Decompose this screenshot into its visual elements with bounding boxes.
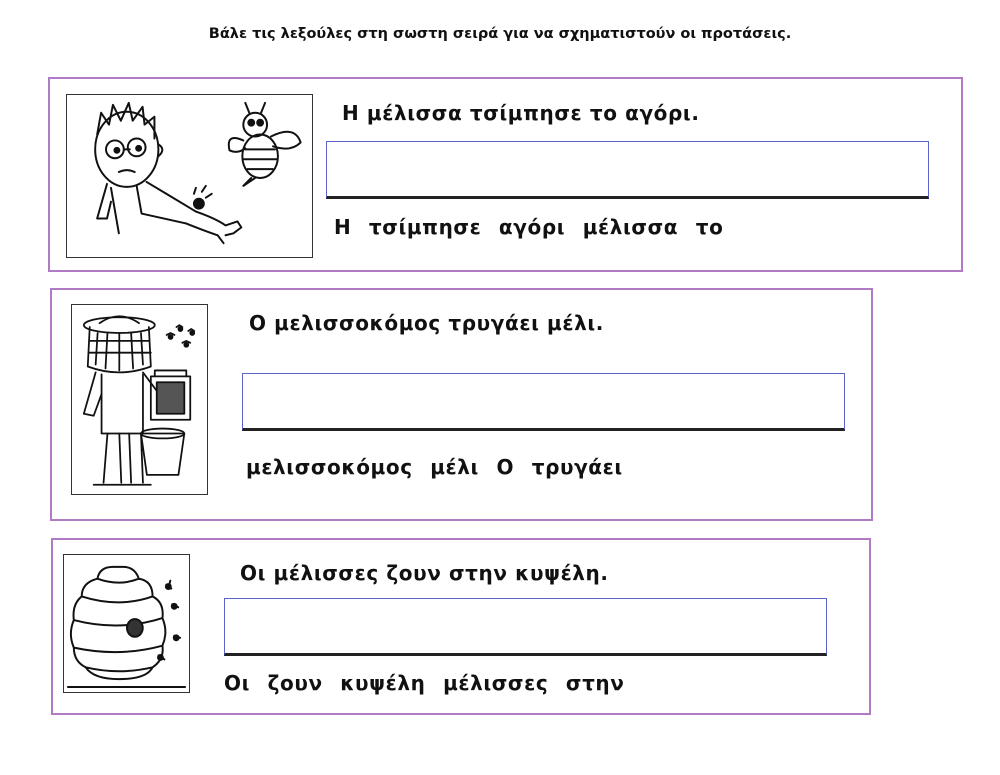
- word-tile[interactable]: μελισσοκόμος: [246, 455, 413, 479]
- instruction: Βάλε τις λεξούλες στη σωστη σειρά για να σχηματιστούν οι προτάσεις.: [208, 26, 792, 42]
- sentence-2: Ο μελισσοκόμος τρυγάει μέλι.: [249, 311, 604, 335]
- answer-input-2[interactable]: [242, 373, 845, 431]
- word-tile[interactable]: μέλισσα: [582, 215, 679, 239]
- word-tile[interactable]: τρυγάει: [531, 455, 623, 479]
- word-tile[interactable]: τσίμπησε: [368, 215, 482, 239]
- word-tile[interactable]: Οι: [224, 671, 250, 695]
- word-tile[interactable]: μέλι: [430, 455, 479, 479]
- sentence-3: Οι μέλισσες ζουν στην κυψέλη.: [240, 561, 609, 585]
- word-tile[interactable]: μέλισσες: [443, 671, 549, 695]
- word-bank-3: [224, 671, 635, 695]
- word-bank-1: [334, 215, 733, 239]
- word-tile[interactable]: Η: [334, 215, 352, 239]
- beehive-image: [63, 554, 190, 693]
- boy-stung-by-bee-image: [66, 94, 313, 258]
- word-tile[interactable]: κυψέλη: [340, 671, 426, 695]
- word-bank-2: [246, 455, 633, 479]
- word-tile[interactable]: ζουν: [267, 671, 323, 695]
- answer-input-1[interactable]: [326, 141, 929, 199]
- word-tile[interactable]: στην: [565, 671, 625, 695]
- word-tile[interactable]: το: [695, 215, 724, 239]
- word-tile[interactable]: αγόρι: [498, 215, 566, 239]
- answer-input-3[interactable]: [224, 598, 827, 656]
- word-tile[interactable]: Ο: [496, 455, 515, 479]
- beekeeper-image: [71, 304, 208, 495]
- sentence-1: Η μέλισσα τσίμπησε το αγόρι.: [342, 101, 700, 125]
